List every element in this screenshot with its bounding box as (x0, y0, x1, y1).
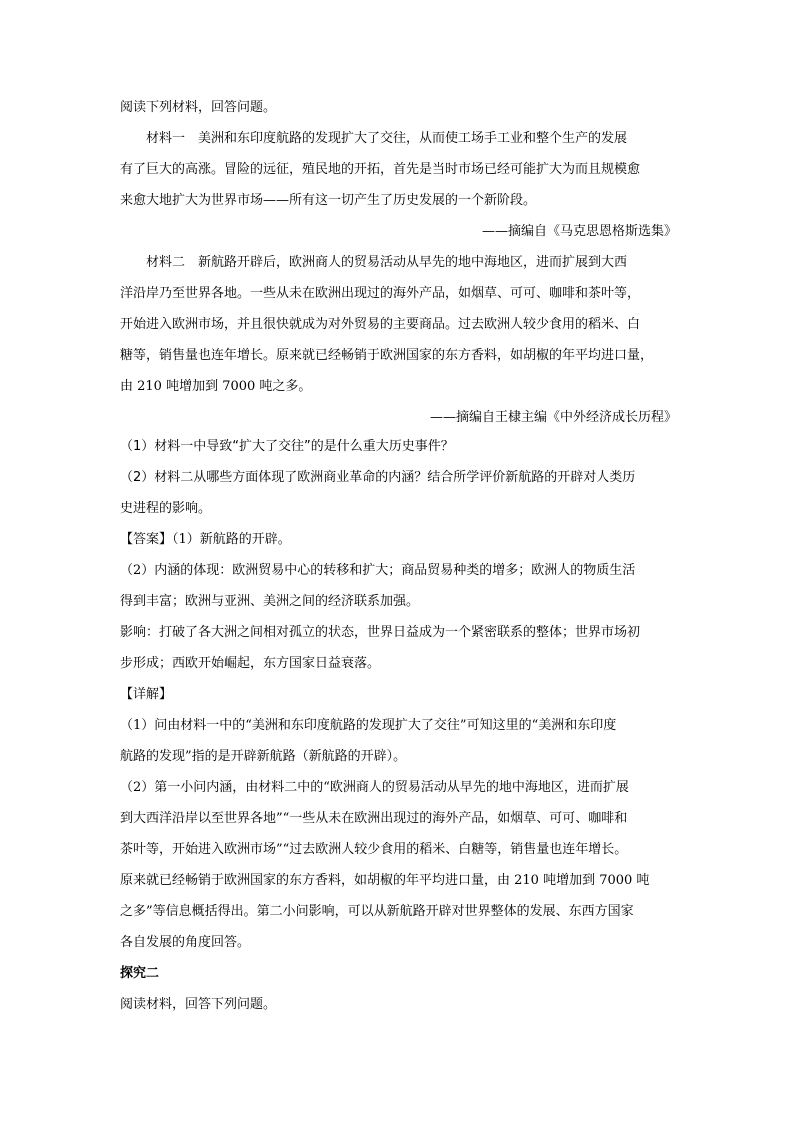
material-2-line: 糖等，销售量也连年增长。原来就已经畅销于欧洲国家的东方香料，如胡椒的年平均进口量， (120, 348, 654, 363)
document-page (120, 100, 677, 1028)
detail-line: 原来就已经畅销于欧洲国家的东方香料，如胡椒的年平均进口量，由 210 吨增加到 7000 吨 (120, 873, 650, 888)
detail-line: （2）第一小问内涵，由材料二中的“欧洲商人的贸易活动从早先的地中海地区，进而扩展 (120, 780, 629, 795)
section-2-heading: 探究二 (120, 966, 160, 981)
detail-section (120, 687, 677, 951)
detail-line: 之多”等信息概括得出。第二小问影响，可以从新航路开辟对世界整体的发展、东西方国家 (120, 904, 634, 919)
detail-line: 茶叶等，开始进入欧洲市场”“过去欧洲人较少食用的稻米、白糖等，销售量也连年增长。 (120, 842, 628, 857)
material-2-line: 洋沿岸乃至世界各地。一些从未在欧洲出现过的海外产品，如烟草、可可、咖啡和茶叶等， (120, 286, 641, 301)
detail-line: 各自发展的角度回答。 (120, 935, 251, 950)
questions (120, 439, 677, 517)
answer-line: 影响：打破了各大洲之间相对孤立的状态，世界日益成为一个紧密联系的整体；世界市场初 (120, 625, 641, 640)
material-1-line: 来愈大地扩大为世界市场——所有这一切产生了历史发展的一个新阶段。 (120, 193, 537, 208)
detail-line: 到大西洋沿岸以至世界各地”“一些从未在欧洲出现过的海外产品，如烟草、可可、咖啡和 (120, 811, 628, 826)
material-1-source: ——摘编自《马克思恩格斯选集》 (481, 224, 677, 239)
section-2 (120, 966, 677, 1013)
material-2-line: 开始进入欧洲市场，并且很快就成为对外贸易的主要商品。过去欧洲人较少食用的稻米、白 (120, 317, 641, 332)
material-2-source: ——摘编自王棣主编《中外经济成长历程》 (429, 410, 677, 425)
detail-line: （1）问由材料一中的“美洲和东印度航路的发现扩大了交往”可知这里的“美洲和东印度 (120, 718, 617, 733)
question-2: （2）材料二从哪些方面体现了欧洲商业革命的内涵？结合所学评价新航路的开辟对人类历 (120, 470, 636, 485)
material-1 (120, 131, 677, 240)
material-1-line: 材料一 美洲和东印度航路的发现扩大了交往，从而使工场手工业和整个生产的发展 (146, 131, 628, 146)
answer-line: 步形成；西欧开始崛起，东方国家日益衰落。 (120, 656, 381, 671)
detail-heading: 【详解】 (120, 687, 173, 702)
intro-text: 阅读下列材料，回答问题。 (120, 100, 277, 115)
material-2-line: 由 210 吨增加到 7000 吨之多。 (120, 379, 312, 394)
material-1-line: 有了巨大的高涨。冒险的远征，殖民地的开拓，首先是当时市场已经可能扩大为而且规模愈 (120, 162, 641, 177)
detail-line: 航路的发现”指的是开辟新航路（新航路的开辟）。 (120, 749, 407, 764)
question-2-cont: 史进程的影响。 (120, 501, 212, 516)
answer-line: 【答案】（1）新航路的开辟。 (120, 532, 291, 547)
answer-line: （2）内涵的体现：欧洲贸易中心的转移和扩大；商品贸易种类的增多；欧洲人的物质生活 (120, 563, 636, 578)
material-2-line: 材料二 新航路开辟后，欧洲商人的贸易活动从早先的地中海地区，进而扩展到大西 (146, 255, 628, 270)
answer-line: 得到丰富；欧洲与亚洲、美洲之间的经济联系加强。 (120, 594, 420, 609)
answer-section (120, 532, 677, 672)
question-1: （1）材料一中导致“扩大了交往”的是什么重大历史事件？ (120, 439, 454, 454)
section-2-intro: 阅读材料，回答下列问题。 (120, 997, 277, 1012)
material-2 (120, 255, 677, 426)
